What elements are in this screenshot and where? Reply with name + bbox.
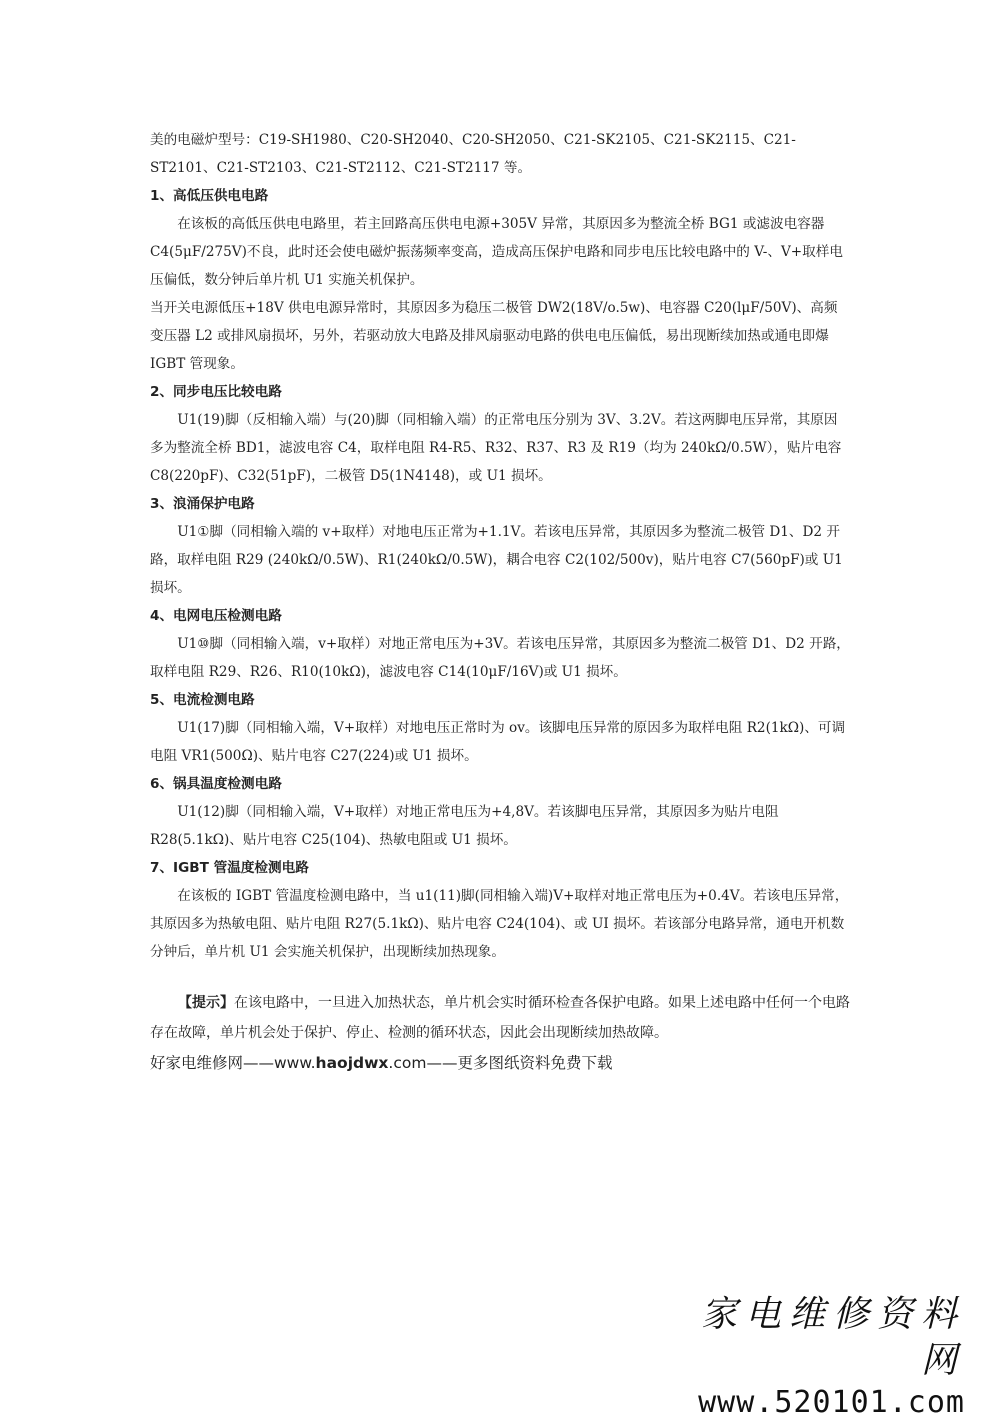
- section-1-heading: 1、高低压供电电路: [150, 188, 269, 204]
- section-3-heading: 3、浪涌保护电路: [150, 496, 255, 512]
- footer-prefix: 好家电维修网——www.: [150, 1054, 316, 1072]
- section-6-heading: 6、锅具温度检测电路: [150, 776, 282, 792]
- document-body: [150, 126, 850, 1078]
- watermark-url: www.520101.com: [698, 1385, 965, 1420]
- section-1-paragraph-2: 当开关电源低压+18V 供电电源异常时，其原因多为稳压二极管 DW2(18V/o.5w)、电容器 C20(lμF/50V)、高频变压器 L2 或排风扇损坏，另外，若驱动放大电路及排风扇驱动电路的供电电压偏低，易出现断续加热或通电即爆 IGBT 管现象。: [150, 300, 838, 372]
- section-3-paragraph: U1①脚（同相输入端的 v+取样）对地电压正常为+1.1V。若该电压异常，其原因多为整流二极管 D1、D2 开路，取样电阻 R29 (240kΩ/0.5W)、R1(240kΩ/0.5W)，耦合电容 C2(102/500v)，贴片电容 C7(560pF)或 U1 损坏。: [150, 524, 843, 596]
- section-2-paragraph: U1(19)脚（反相输入端）与(20)脚（同相输入端）的正常电压分别为 3V、3.2V。若这两脚电压异常，其原因多为整流全桥 BD1，滤波电容 C4，取样电阻 R4-R5、R32、R37、R3 及 R19（均为 240kΩ/0.5W），贴片电容 C8(220pF)、C32(51pF)，二极管 D5(1N4148)，或 U1 损坏。: [150, 412, 842, 484]
- section-5-heading: 5、电流检测电路: [150, 692, 255, 708]
- section-7-heading: 7、IGBT 管温度检测电路: [150, 860, 309, 876]
- site-footer-line: [150, 1048, 850, 1078]
- watermark-title: 家电维修资料网: [700, 1294, 965, 1381]
- section-4-heading: 4、电网电压检测电路: [150, 608, 282, 624]
- tip-label: 【提示】: [178, 995, 234, 1011]
- tip-text: 在该电路中，一旦进入加热状态，单片机会实时循环检查各保护电路。如果上述电路中任何一个电路存在故障，单片机会处于保护、停止、检测的循环状态，因此会出现断续加热故障。: [150, 995, 850, 1041]
- section-7-paragraph: 在该板的 IGBT 管温度检测电路中，当 u1(11)脚(同相输入端)V+取样对地正常电压为+0.4V。若该电压异常，其原因多为热敏电阻、贴片电阻 R27(5.1kΩ)、贴片电容 C24(104)、或 UI 损坏。若该部分电路异常，通电开机数分钟后，单片机 U1 会实施关机保护，出现断续加热现象。: [150, 888, 849, 960]
- section-2-heading: 2、同步电压比较电路: [150, 384, 282, 400]
- footer-domain: haojdwx: [315, 1054, 389, 1072]
- intro-paragraph: 美的电磁炉型号：C19-SH1980、C20-SH2040、C20-SH2050、C21-SK2105、C21-SK2115、C21-ST2101、C21-ST2103、C21-ST2112、C21-ST2117 等。: [150, 132, 796, 176]
- tip-paragraph: [150, 988, 850, 1048]
- section-5-paragraph: U1(17)脚（同相输入端，V+取样）对地电压正常时为 ov。该脚电压异常的原因多为取样电阻 R2(1kΩ)、可调电阻 VR1(500Ω)、贴片电容 C27(224)或 U1 损坏。: [150, 720, 846, 764]
- spacer: [150, 966, 850, 988]
- section-1-paragraph-1: 在该板的高低压供电电路里，若主回路高压供电电源+305V 异常，其原因多为整流全桥 BG1 或滤波电容器 C4(5μF/275V)不良，此时还会使电磁炉振荡频率变高，造成高压保护电路和同步电压比较电路中的 V-、V+取样电压偏低，数分钟后单片机 U1 实施关机保护。: [150, 216, 843, 288]
- watermark: [665, 1292, 965, 1422]
- footer-suffix: .com——更多图纸资料免费下载: [388, 1054, 613, 1072]
- section-6-paragraph: U1(12)脚（同相输入端，V+取样）对地正常电压为+4,8V。若该脚电压异常，其原因多为贴片电阻 R28(5.1kΩ)、贴片电容 C25(104)、热敏电阻或 U1 损坏。: [150, 804, 779, 848]
- section-4-paragraph: U1⑩脚（同相输入端，v+取样）对地正常电压为+3V。若该电压异常，其原因多为整流二极管 D1、D2 开路，取样电阻 R29、R26、R10(10kΩ)，滤波电容 C14(10μF/16V)或 U1 损坏。: [150, 636, 850, 680]
